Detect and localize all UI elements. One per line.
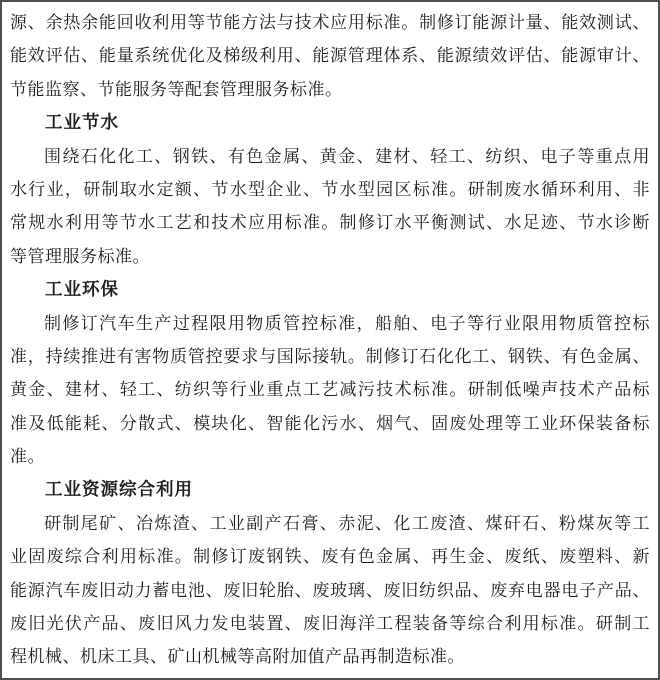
paragraph <box>10 507 650 674</box>
text-line: 准，持续推进有害物质管控要求与国际接轨。制修订石化化工、钢铁、有色金属、 <box>10 346 650 366</box>
text-line: 程机械、机床工具、矿山机械等高附加值产品再制造标准。 <box>10 647 465 667</box>
section-heading: 工业资源综合利用 <box>45 479 193 500</box>
paragraph <box>10 140 650 274</box>
text-line: 制修订汽车生产过程限用物质管控标准，船舶、电子等行业限用物质管控标 <box>44 313 650 333</box>
section-heading: 工业环保 <box>45 279 119 300</box>
text-line: 能效评估、能量系统优化及梯级利用、能源管理体系、能源绩效评估、能源审计、 <box>10 46 650 66</box>
paragraph <box>10 6 650 106</box>
text-line: 等管理服务标准。 <box>10 246 150 266</box>
section-heading: 工业节水 <box>45 112 119 133</box>
text-line: 准及低能耗、分散式、模块化、智能化污水、烟气、固废处理等工业环保装备标 <box>10 413 650 433</box>
paragraph <box>10 307 650 474</box>
text-line: 节能监察、节能服务等配套管理服务标准。 <box>10 79 343 99</box>
text-line: 废旧光伏产品、废旧风力发电装置、废旧海洋工程装备等综合利用标准。研制工 <box>10 614 650 634</box>
text-line: 源、余热余能回收利用等节能方法与技术应用标准。制修订能源计量、能效测试、 <box>10 13 650 32</box>
text-line: 能源汽车废旧动力蓄电池、废旧轮胎、废玻璃、废旧纺织品、废弃电器电子产品、 <box>10 580 650 600</box>
text-line: 常规水利用等节水工艺和技术应用标准。制修订水平衡测试、水足迹、节水诊断 <box>10 213 650 233</box>
text-line: 准。 <box>10 447 45 467</box>
text-line: 业固废综合利用标准。制修订废钢铁、废有色金属、再生金、废纸、废塑料、新 <box>10 547 650 567</box>
text-line: 水行业，研制取水定额、节水型企业、节水型园区标准。研制废水循环利用、非 <box>10 179 650 199</box>
text-line: 研制尾矿、冶炼渣、工业副产石膏、赤泥、化工废渣、煤矸石、粉煤灰等工 <box>44 513 650 533</box>
text-line: 黄金、建材、轻工、纺织等行业重点工艺减污技术标准。研制低噪声技术产品标 <box>10 380 650 400</box>
text-line: 围绕石化化工、钢铁、有色金属、黄金、建材、轻工、纺织、电子等重点用 <box>44 146 650 166</box>
